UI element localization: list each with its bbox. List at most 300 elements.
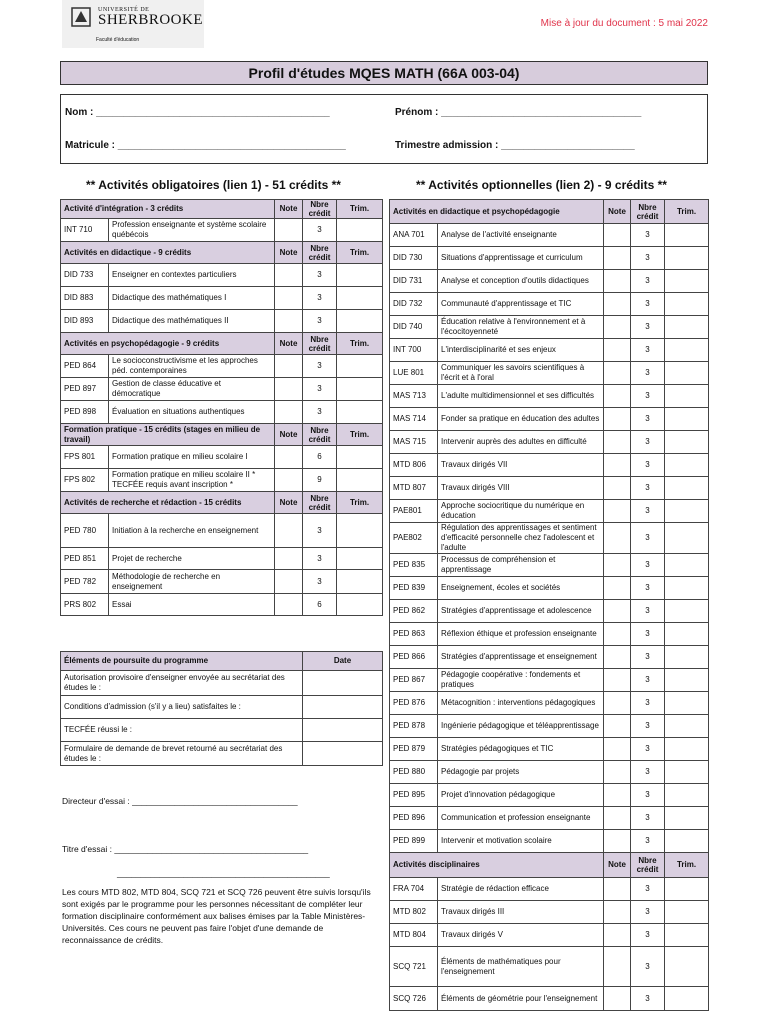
credit-cell: 3 (631, 362, 665, 385)
course-row (390, 947, 709, 987)
trim-cell[interactable] (665, 738, 709, 761)
course-name: Travaux dirigés III (438, 901, 604, 924)
course-row (61, 264, 383, 287)
note-cell[interactable] (604, 293, 631, 316)
trim-header: Trim. (337, 200, 383, 219)
course-name: Communauté d'apprentissage et TIC (438, 293, 604, 316)
directeur-field[interactable]: Directeur d'essai : ___________________________________ (62, 796, 298, 806)
course-name: Gestion de classe éducative et démocratique (109, 378, 275, 401)
note-cell[interactable] (275, 446, 303, 469)
course-code: PAE801 (390, 500, 438, 523)
course-code: DID 731 (390, 270, 438, 293)
note-cell[interactable] (604, 500, 631, 523)
credit-cell: 3 (631, 577, 665, 600)
credit-header (303, 242, 337, 264)
note-cell[interactable] (275, 219, 303, 242)
student-info-box (60, 94, 708, 164)
course-code: PED 867 (390, 669, 438, 692)
note-header: Note (604, 853, 631, 878)
nom-field[interactable]: Nom : __________________________________________ (65, 107, 330, 118)
note-cell[interactable] (604, 878, 631, 901)
credit-header (303, 333, 337, 355)
trim-cell[interactable] (337, 446, 383, 469)
course-row (61, 446, 383, 469)
crest-icon (70, 6, 92, 28)
note-cell[interactable] (604, 247, 631, 270)
course-row (390, 431, 709, 454)
course-row (61, 401, 383, 424)
nbre-label: Nbre (638, 202, 657, 212)
course-code: PED 879 (390, 738, 438, 761)
trim-cell[interactable] (665, 878, 709, 901)
section-header (390, 200, 709, 224)
course-name: Ingénierie pédagogique et téléapprentissage (438, 715, 604, 738)
course-name: Intervenir auprès des adultes en difficulté (438, 431, 604, 454)
note-cell[interactable] (275, 514, 303, 548)
note-cell[interactable] (604, 669, 631, 692)
followup-row (61, 742, 383, 766)
followup-title: Éléments de poursuite du programme (61, 652, 303, 671)
trim-cell[interactable] (665, 761, 709, 784)
credit-cell: 3 (631, 316, 665, 339)
course-row (390, 692, 709, 715)
note-cell[interactable] (275, 570, 303, 594)
nbre-label: Nbre (310, 200, 329, 209)
trim-cell[interactable] (665, 408, 709, 431)
trim-cell[interactable] (337, 355, 383, 378)
course-name: Intervenir et motivation scolaire (438, 830, 604, 853)
note-cell[interactable] (604, 454, 631, 477)
trim-cell[interactable] (337, 219, 383, 242)
section-header (390, 853, 709, 878)
note-cell[interactable] (275, 594, 303, 616)
credit-cell: 3 (303, 378, 337, 401)
note-cell[interactable] (275, 264, 303, 287)
credit-cell: 3 (631, 947, 665, 987)
course-row (390, 477, 709, 500)
note-cell[interactable] (604, 554, 631, 577)
trim-cell[interactable] (665, 339, 709, 362)
course-name: Didactique des mathématiques II (109, 310, 275, 333)
course-code: FPS 802 (61, 469, 109, 492)
nbre-label: Nbre (310, 243, 329, 253)
course-name: Formation pratique en milieu scolaire I (109, 446, 275, 469)
followup-date-cell[interactable] (303, 719, 383, 742)
note-cell[interactable] (604, 477, 631, 500)
section-title: Activités en psychopédagogie - 9 crédits (61, 333, 275, 355)
course-row (390, 408, 709, 431)
credit-cell: 3 (303, 219, 337, 242)
course-row (390, 830, 709, 853)
note-cell[interactable] (604, 924, 631, 947)
followup-label: Autorisation provisoire d'enseigner envoyée au secrétariat des études le : (61, 671, 303, 696)
course-code: SCQ 726 (390, 987, 438, 1011)
course-code: FRA 704 (390, 878, 438, 901)
trim-cell[interactable] (665, 901, 709, 924)
course-row (390, 247, 709, 270)
course-code: MTD 807 (390, 477, 438, 500)
nbre-label: Nbre (310, 334, 329, 344)
trim-header: Trim. (337, 333, 383, 355)
section-title: Activités disciplinaires (390, 853, 604, 878)
matricule-field[interactable]: Matricule : _________________________________________ (65, 140, 346, 151)
course-name: Réflexion éthique et profession enseignante (438, 623, 604, 646)
course-row (390, 500, 709, 523)
note-cell[interactable] (275, 378, 303, 401)
credit-cell: 9 (303, 469, 337, 492)
trim-cell[interactable] (665, 454, 709, 477)
trim-cell[interactable] (337, 310, 383, 333)
course-name: Situations d'apprentissage et curriculum (438, 247, 604, 270)
course-code: PED 896 (390, 807, 438, 830)
mandatory-courses-table (60, 199, 383, 616)
course-code: MAS 713 (390, 385, 438, 408)
course-code: DID 730 (390, 247, 438, 270)
note-cell[interactable] (604, 339, 631, 362)
trim-cell[interactable] (665, 224, 709, 247)
followup-label: Formulaire de demande de brevet retourné au secrétariat des études le : (61, 742, 303, 766)
course-row (390, 878, 709, 901)
trim-header: Trim. (665, 853, 709, 878)
course-code: MTD 802 (390, 901, 438, 924)
trim-header: Trim. (337, 424, 383, 446)
note-cell[interactable] (275, 287, 303, 310)
trim-cell[interactable] (665, 247, 709, 270)
course-code: PED 851 (61, 548, 109, 570)
trim-cell[interactable] (665, 293, 709, 316)
logo-line-3: Faculté d'éducation (96, 37, 140, 43)
section-header (61, 242, 383, 264)
course-name: Travaux dirigés V (438, 924, 604, 947)
section-header (61, 333, 383, 355)
credit-cell: 3 (631, 500, 665, 523)
course-code: LUE 801 (390, 362, 438, 385)
note-cell[interactable] (604, 987, 631, 1011)
course-row (390, 669, 709, 692)
note-cell[interactable] (604, 715, 631, 738)
course-row (390, 715, 709, 738)
trim-cell[interactable] (337, 570, 383, 594)
footnote: Les cours MTD 802, MTD 804, SCQ 721 et SCQ 726 peuvent être suivis lorsqu'ils sont exigés par le programme pour les personnes nécessitant de compléter leur formation disciplinaire conformément aux balises émises par la Table Ministères-Universités. Ces cours ne peuvent pas faire l'objet d'une demande de reconnaissance de crédits. (62, 887, 371, 945)
course-name: Méthodologie de recherche en enseignement (109, 570, 275, 594)
course-name: Stratégie de rédaction efficace (438, 878, 604, 901)
note-header: Note (275, 200, 303, 219)
titre-field-line-2[interactable]: _____________________________________________ (117, 868, 330, 878)
course-row (390, 623, 709, 646)
course-name: Processus de compréhension et apprentissage (438, 554, 604, 577)
trim-cell[interactable] (665, 600, 709, 623)
trim-cell[interactable] (665, 830, 709, 853)
trim-cell[interactable] (665, 431, 709, 454)
credit-cell: 3 (631, 784, 665, 807)
credit-cell: 3 (631, 523, 665, 554)
course-name: Stratégies d'apprentissage et enseignement (438, 646, 604, 669)
trim-cell[interactable] (665, 947, 709, 987)
note-cell[interactable] (275, 548, 303, 570)
note-cell[interactable] (604, 623, 631, 646)
credit-label: crédit (308, 434, 331, 444)
credit-cell: 3 (631, 247, 665, 270)
trimestre-field[interactable]: Trimestre admission : ________________________ (395, 140, 635, 151)
followup-date-cell[interactable] (303, 742, 383, 766)
course-row (390, 761, 709, 784)
note-cell[interactable] (275, 310, 303, 333)
course-row (61, 219, 383, 242)
note-cell[interactable] (604, 523, 631, 554)
credit-header (303, 492, 337, 514)
course-name: Travaux dirigés VIII (438, 477, 604, 500)
note-cell[interactable] (604, 270, 631, 293)
note-cell[interactable] (604, 901, 631, 924)
course-code: DID 740 (390, 316, 438, 339)
trim-cell[interactable] (337, 594, 383, 616)
course-row (390, 270, 709, 293)
course-code: DID 733 (61, 264, 109, 287)
trim-cell[interactable] (665, 554, 709, 577)
credit-header (303, 424, 337, 446)
course-name: Éducation relative à l'environnement et à l'écocitoyenneté (438, 316, 604, 339)
optional-courses-table (389, 199, 709, 1011)
course-code: FPS 801 (61, 446, 109, 469)
course-row (61, 570, 383, 594)
credit-cell: 3 (303, 264, 337, 287)
followup-header (61, 652, 383, 671)
section-header (61, 492, 383, 514)
course-name: Enseigner en contextes particuliers (109, 264, 275, 287)
titre-field[interactable]: Titre d'essai : _________________________________________ (62, 844, 309, 854)
course-code: DID 732 (390, 293, 438, 316)
course-row (390, 554, 709, 577)
note-cell[interactable] (275, 469, 303, 492)
course-name: Communiquer les savoirs scientifiques à l'écrit et à l'oral (438, 362, 604, 385)
note-cell[interactable] (604, 738, 631, 761)
course-code: PRS 802 (61, 594, 109, 616)
course-name: Stratégies pédagogiques et TIC (438, 738, 604, 761)
credit-cell: 3 (631, 270, 665, 293)
credit-label: crédit (308, 502, 331, 512)
note-cell[interactable] (604, 316, 631, 339)
trim-cell[interactable] (665, 784, 709, 807)
course-code: ANA 701 (390, 224, 438, 247)
credit-label: crédit (636, 211, 659, 221)
trim-cell[interactable] (665, 523, 709, 554)
credit-cell: 3 (631, 987, 665, 1011)
course-row (61, 514, 383, 548)
course-row (390, 339, 709, 362)
credit-cell: 3 (303, 310, 337, 333)
credit-cell: 3 (303, 548, 337, 570)
followup-date-cell[interactable] (303, 696, 383, 719)
course-name: Approche sociocritique du numérique en éducation (438, 500, 604, 523)
university-logo (62, 0, 204, 48)
note-cell[interactable] (604, 408, 631, 431)
credit-cell: 3 (631, 807, 665, 830)
course-row (390, 987, 709, 1011)
credit-label: crédit (636, 865, 659, 874)
credit-label: crédit (308, 343, 331, 353)
credit-cell: 3 (303, 570, 337, 594)
note-cell[interactable] (275, 355, 303, 378)
course-name: Projet de recherche (109, 548, 275, 570)
credit-cell: 3 (303, 514, 337, 548)
credit-cell: 3 (303, 287, 337, 310)
course-name: Didactique des mathématiques I (109, 287, 275, 310)
followup-label: TECFÉE réussi le : (61, 719, 303, 742)
credit-cell: 3 (631, 623, 665, 646)
trim-cell[interactable] (665, 646, 709, 669)
section-title: Activités en didactique et psychopédagogie (390, 200, 604, 224)
trim-cell[interactable] (665, 270, 709, 293)
course-code: PED 782 (61, 570, 109, 594)
page-title: Profil d'études MQES MATH (66A 003-04) (60, 61, 708, 85)
nbre-label: Nbre (310, 425, 329, 435)
course-code: PED 862 (390, 600, 438, 623)
course-code: MTD 806 (390, 454, 438, 477)
note-cell[interactable] (604, 947, 631, 987)
course-row (390, 901, 709, 924)
course-name: Travaux dirigés VII (438, 454, 604, 477)
trim-cell[interactable] (665, 669, 709, 692)
course-name: Communication et profession enseignante (438, 807, 604, 830)
note-cell[interactable] (604, 362, 631, 385)
course-name: Pédagogie coopérative : fondements et pratiques (438, 669, 604, 692)
note-cell[interactable] (604, 385, 631, 408)
course-code: PED 878 (390, 715, 438, 738)
course-name: Formation pratique en milieu scolaire II * TECFÉE requis avant inscription * (109, 469, 275, 492)
course-code: PED 835 (390, 554, 438, 577)
course-code: INT 700 (390, 339, 438, 362)
trim-cell[interactable] (337, 264, 383, 287)
note-header: Note (604, 200, 631, 224)
trim-cell[interactable] (337, 378, 383, 401)
note-cell[interactable] (604, 761, 631, 784)
course-name: Régulation des apprentissages et sentiment d'efficacité personnelle chez l'adolescent et l'adulte (438, 523, 604, 554)
course-row (390, 784, 709, 807)
credit-cell: 3 (631, 554, 665, 577)
followup-label: Conditions d'admission (s'il y a lieu) satisfaites le : (61, 696, 303, 719)
credit-label: crédit (308, 252, 331, 262)
trim-cell[interactable] (337, 548, 383, 570)
note-cell[interactable] (275, 401, 303, 424)
course-code: PED 895 (390, 784, 438, 807)
right-heading: ** Activités optionnelles (lien 2) - 9 crédits ** (416, 178, 667, 192)
course-row (61, 594, 383, 616)
note-cell[interactable] (604, 577, 631, 600)
course-row (390, 738, 709, 761)
trim-cell[interactable] (337, 469, 383, 492)
credit-cell: 3 (631, 830, 665, 853)
followup-row (61, 696, 383, 719)
credit-cell: 3 (631, 454, 665, 477)
course-code: PED 839 (390, 577, 438, 600)
trim-cell[interactable] (337, 514, 383, 548)
course-row (61, 310, 383, 333)
credit-cell: 3 (631, 224, 665, 247)
note-header: Note (275, 242, 303, 264)
course-row (61, 378, 383, 401)
course-name: Éléments de mathématiques pour l'enseignement (438, 947, 604, 987)
trim-cell[interactable] (665, 623, 709, 646)
trim-cell[interactable] (665, 316, 709, 339)
trim-cell[interactable] (665, 715, 709, 738)
trim-cell[interactable] (665, 577, 709, 600)
course-code: PED 780 (61, 514, 109, 548)
credit-label: crédit (308, 209, 331, 218)
credit-cell: 3 (631, 339, 665, 362)
trim-cell[interactable] (665, 692, 709, 715)
course-name: Initiation à la recherche en enseignement (109, 514, 275, 548)
followup-date-cell[interactable] (303, 671, 383, 696)
course-code: DID 893 (61, 310, 109, 333)
course-row (390, 316, 709, 339)
trim-cell[interactable] (665, 477, 709, 500)
logo-line-2: SHERBROOKE (98, 12, 204, 28)
section-header (61, 200, 383, 219)
credit-cell: 3 (631, 385, 665, 408)
trim-cell[interactable] (337, 401, 383, 424)
course-code: PED 864 (61, 355, 109, 378)
course-name: Pédagogie par projets (438, 761, 604, 784)
trim-cell[interactable] (665, 987, 709, 1011)
trim-cell[interactable] (665, 500, 709, 523)
program-followup-table (60, 651, 383, 766)
note-header: Note (275, 333, 303, 355)
credit-cell: 3 (631, 761, 665, 784)
credit-header (303, 200, 337, 219)
note-cell[interactable] (604, 646, 631, 669)
course-row (390, 293, 709, 316)
course-name: Analyse de l'activité enseignante (438, 224, 604, 247)
credit-cell: 3 (631, 715, 665, 738)
trim-cell[interactable] (665, 924, 709, 947)
course-name: Enseignement, écoles et sociétés (438, 577, 604, 600)
left-heading: ** Activités obligatoires (lien 1) - 51 crédits ** (86, 178, 341, 192)
credit-cell: 3 (631, 408, 665, 431)
course-name: Essai (109, 594, 275, 616)
nbre-label: Nbre (310, 493, 329, 503)
prenom-field[interactable]: Prénom : ____________________________________ (395, 107, 642, 118)
note-cell[interactable] (604, 784, 631, 807)
credit-cell: 3 (631, 646, 665, 669)
note-cell[interactable] (604, 807, 631, 830)
logo-line-1: UNIVERSITÉ DE (98, 7, 150, 13)
course-code: PED 897 (61, 378, 109, 401)
note-header: Note (275, 424, 303, 446)
credit-cell: 3 (631, 901, 665, 924)
note-cell[interactable] (604, 600, 631, 623)
trim-cell[interactable] (665, 807, 709, 830)
course-code: PED 899 (390, 830, 438, 853)
note-cell[interactable] (604, 431, 631, 454)
nbre-label: Nbre (638, 856, 657, 865)
course-code: SCQ 721 (390, 947, 438, 987)
note-cell[interactable] (604, 224, 631, 247)
course-code: MAS 715 (390, 431, 438, 454)
note-cell[interactable] (604, 692, 631, 715)
course-name: Métacognition : interventions pédagogiques (438, 692, 604, 715)
course-code: INT 710 (61, 219, 109, 242)
section-title: Activités de recherche et rédaction - 15 crédits (61, 492, 275, 514)
trim-cell[interactable] (665, 362, 709, 385)
trim-cell[interactable] (337, 287, 383, 310)
course-code: PED 863 (390, 623, 438, 646)
course-row (61, 355, 383, 378)
trim-cell[interactable] (665, 385, 709, 408)
course-code: PED 876 (390, 692, 438, 715)
credit-cell: 3 (631, 878, 665, 901)
credit-cell: 3 (631, 293, 665, 316)
note-cell[interactable] (604, 830, 631, 853)
